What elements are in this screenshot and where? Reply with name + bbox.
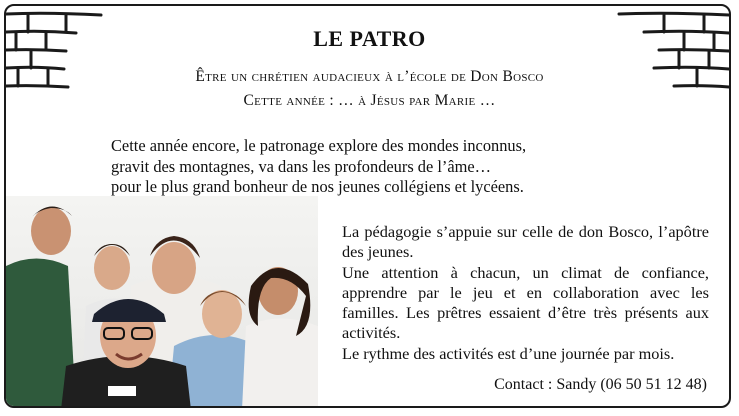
intro-line: Cette année encore, le patronage explore des mondes inconnus, — [111, 136, 527, 155]
intro-paragraph — [111, 136, 671, 198]
pedagogy-paragraph: La pédagogie s’appuie sur celle de don Bosco, l’apôtre des jeunes. — [342, 222, 709, 262]
care-paragraph: Une attention à chacun, un climat de confiance, apprendre par le jeu et en collaboration avec les familles. Les prêtres essaient d’être très présents aux activités. — [342, 262, 709, 343]
brick-wall-right-decoration — [609, 6, 729, 101]
rhythm-paragraph: Le rythme des activités est d’une journée par mois. — [342, 343, 675, 363]
intro-line: pour le plus grand bonheur de nos jeunes collégiens et lycéens. — [111, 177, 524, 196]
subtitle-motto: Être un chrétien audacieux à l’école de Don Bosco — [195, 68, 544, 85]
page-title: LE PATRO — [313, 26, 426, 51]
brick-wall-left-decoration — [6, 6, 116, 101]
intro-line: gravit des montagnes, va dans les profondeurs de l’âme… — [111, 156, 492, 176]
contact-info: Contact : Sandy (06 50 51 12 48) — [494, 376, 707, 393]
flyer-card — [4, 4, 731, 408]
pedagogy-description — [342, 222, 709, 364]
subtitle-year-theme: Cette année : … à Jésus par Marie … — [243, 92, 496, 109]
group-photo — [6, 196, 318, 408]
